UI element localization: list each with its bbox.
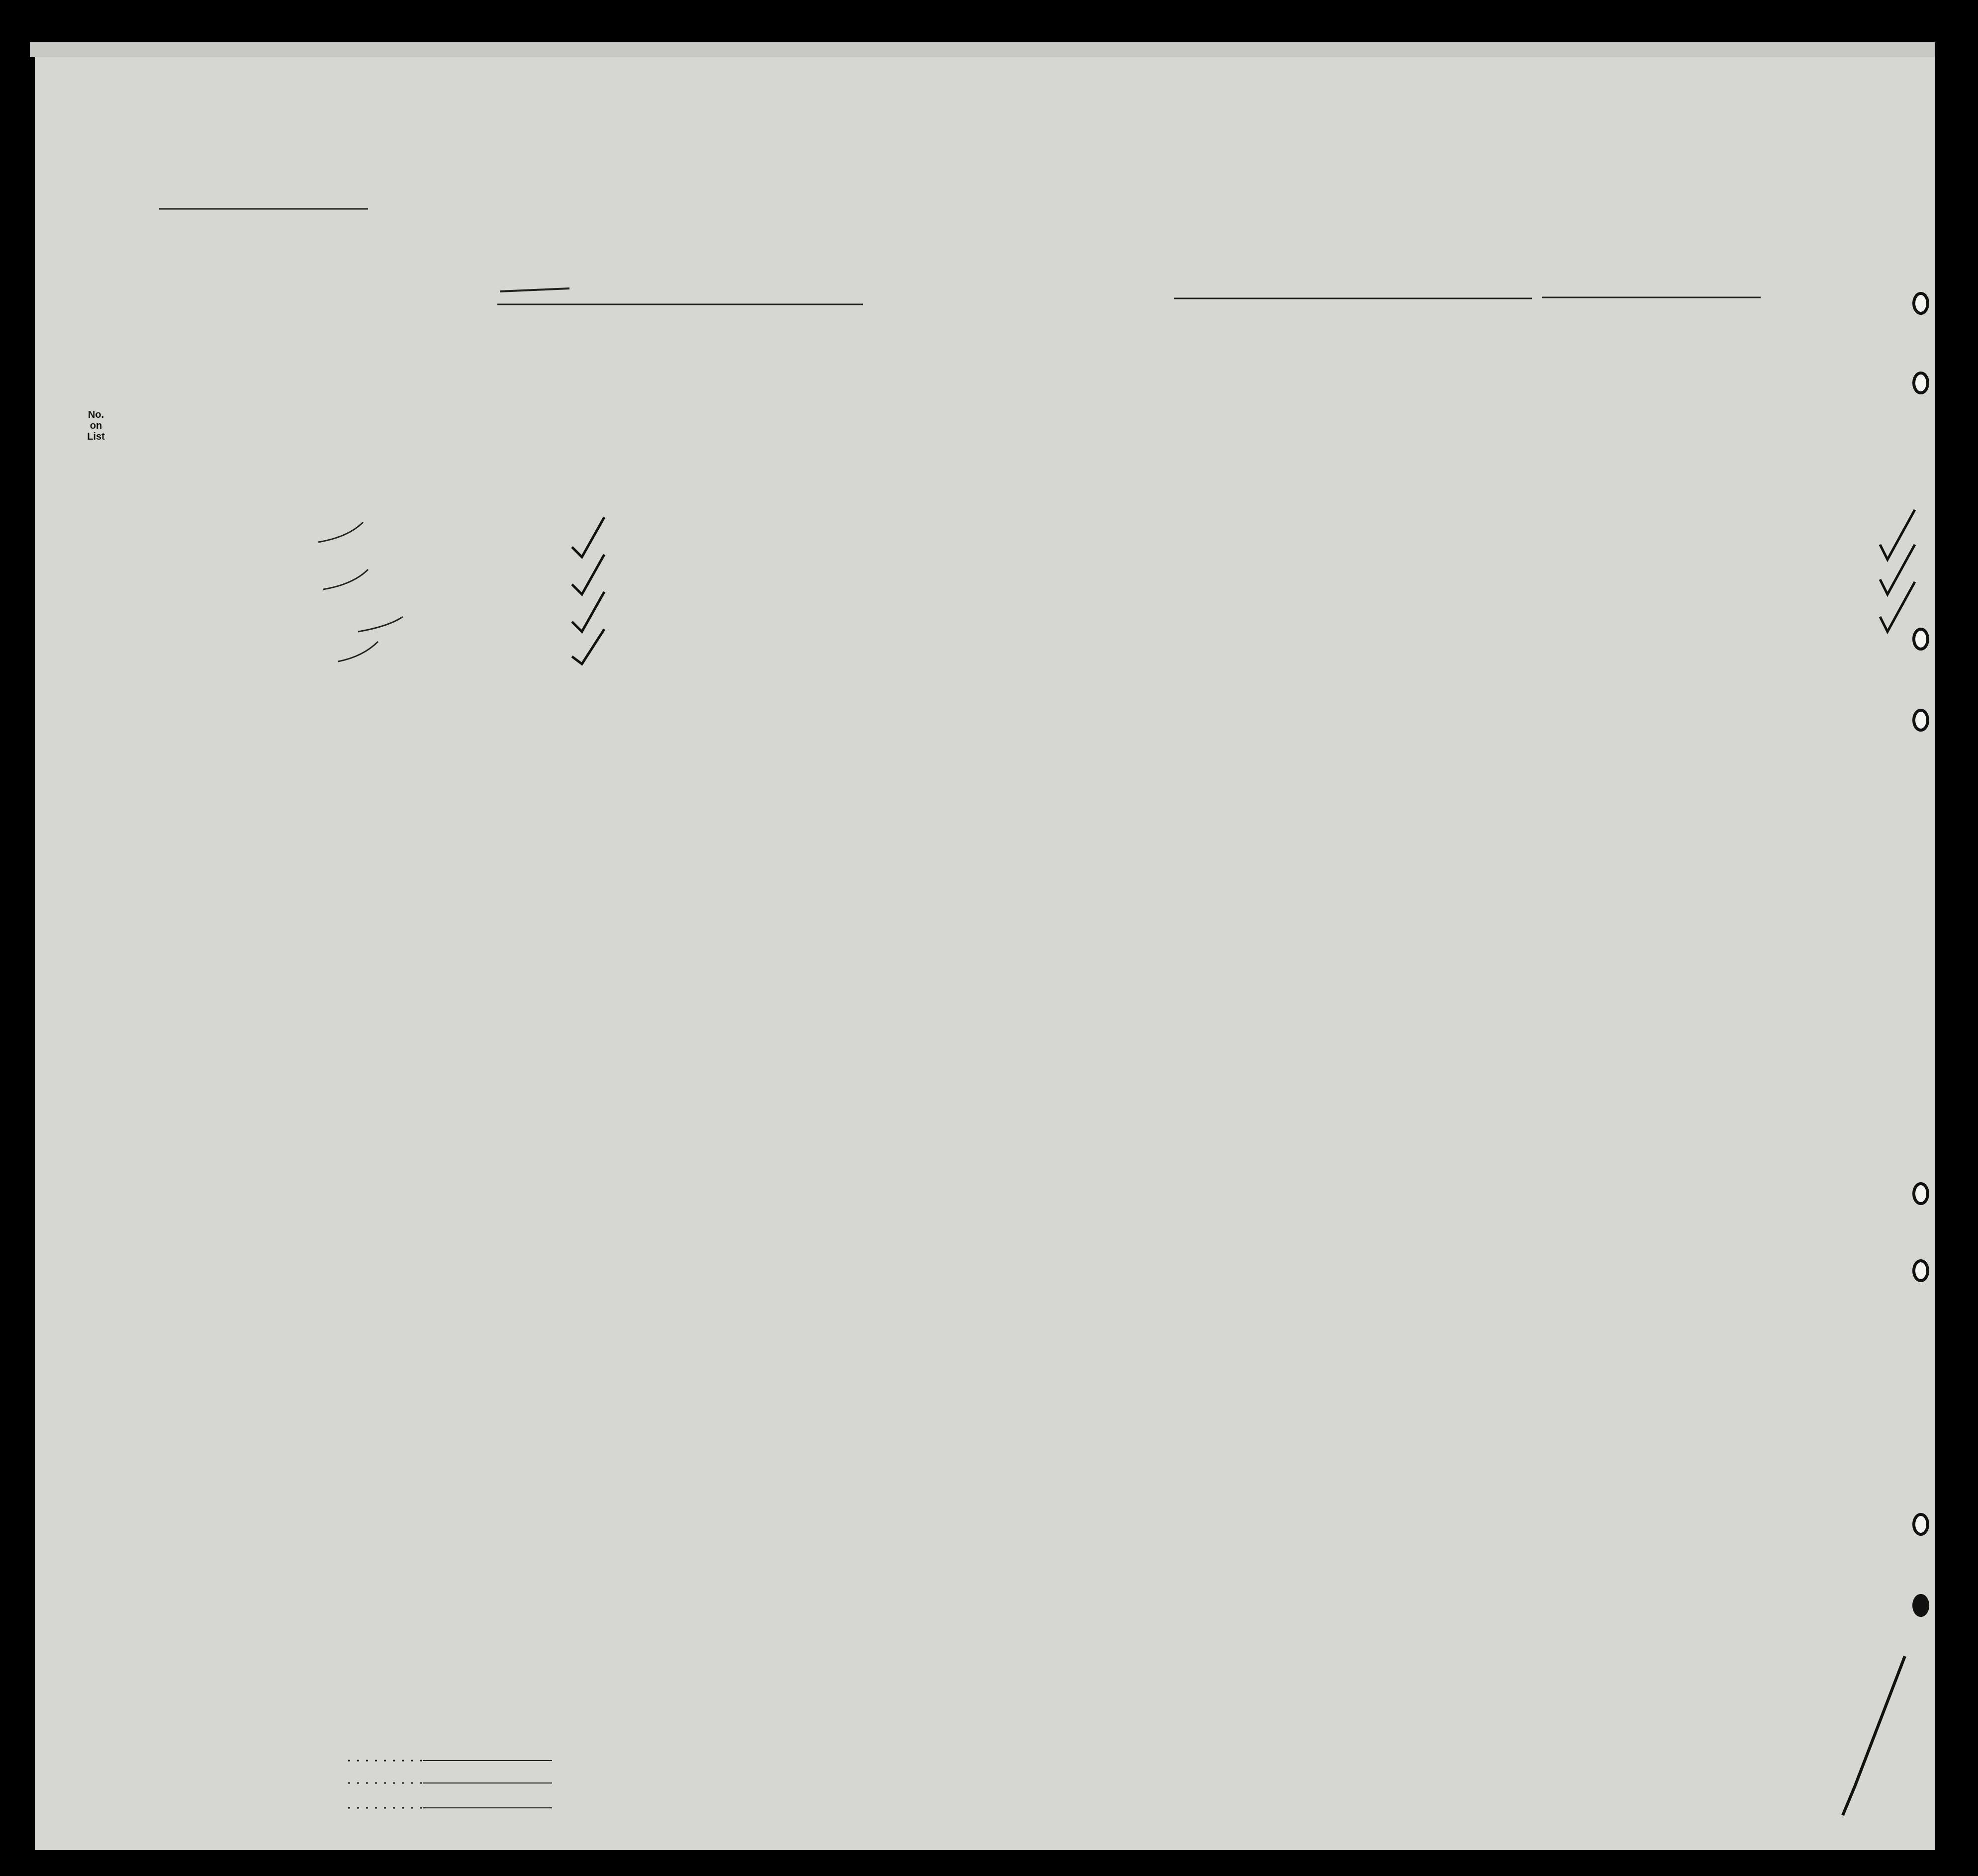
binder-hole — [1914, 1184, 1928, 1204]
header-no: No. on List — [87, 409, 105, 442]
binder-hole — [1914, 1514, 1928, 1534]
binder-hole — [1914, 1595, 1928, 1615]
binder-hole — [1914, 629, 1928, 649]
paper-edge — [30, 42, 1935, 57]
binder-hole — [1914, 710, 1928, 730]
binder-hole — [1914, 1261, 1928, 1281]
paper — [35, 47, 1935, 1850]
binder-hole — [1914, 293, 1928, 313]
binder-hole — [1914, 373, 1928, 393]
